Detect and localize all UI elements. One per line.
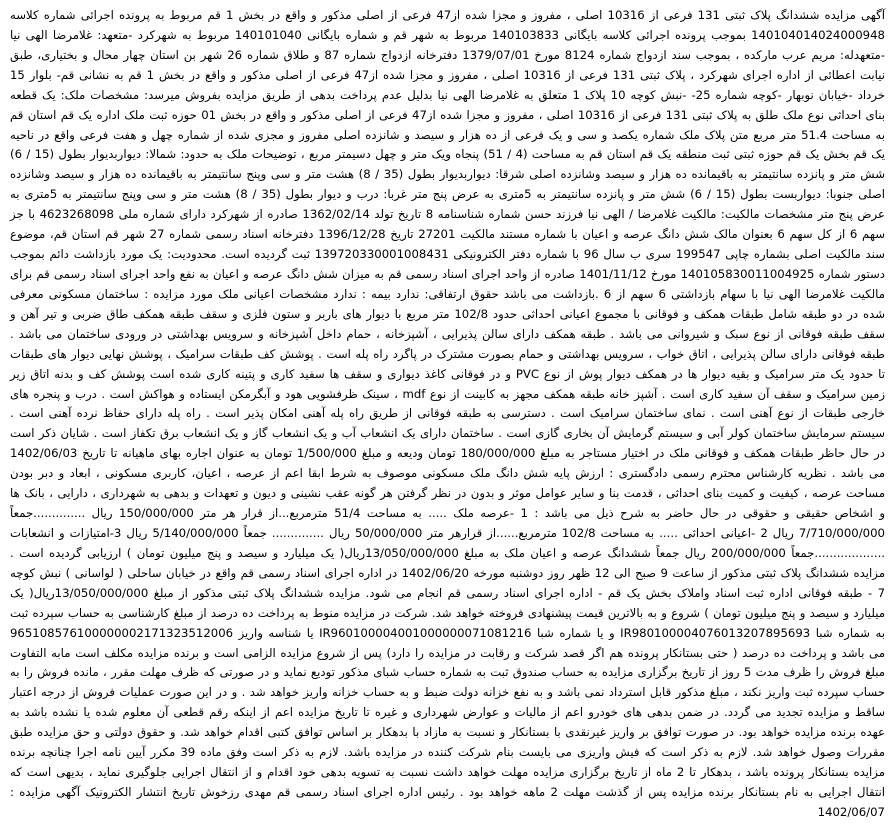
auction-notice-text: آگهی مزایده ششدانگ پلاک ثبتی 131 فرعی از 10316 اصلی ، مفروز و مجزا شده از47 فرعی از اصلی مذکور و واقع در بخش 1 قم مربوط به پرونده اجرائی شماره کلاسه 140104014024000948 بموجب پرونده اجرائی کلاسه بایگانی 140103833 مربوط به شهر قم و شماره بایگانی 140101040 مربوط به شهرکرد -متعهد: غلامرضا الهی نیا -متعهدله: مریم عرب مارکده ، بموجب سند ازدواج شماره 8124 مورخ 1379/07/01 دفترخانه ازدواج شماره 87 و طلاق شماره 26 شهر بن استان چهار محال و بختیاری، طبق نیابت اعطائی از اداره اجرای شهرکرد ، پلاک ثبتی 131 فرعی از 10316 اصلی ، مفروز و مجزا شده از47 فرعی از اصلی مذکور و واقع در بخش 1 قم به نشانی قم- بلوار 15 خرداد -خیابان نوبهار -کوچه شماره 25- -نبش کوچه 10 پلاک 1 متعلق به غلامرضا الهی نیا بدلیل عدم پرداخت بدهی از طریق مزایده بفروش میرسد: مشخصات ملک: یک قطعه بنای احداثی نوع ملک طلق به پلاک ثبتی 131 فرعی از 10316 اصلی ، مفروز و مجزا شده از47 فرعی از اصلی مذکور و واقع در بخش 01 حوزه ثبت ملک اداره یک قم استان قم به مساحت 51.4 متر مربع متن پلاک ملک شماره یکصد و سی و یک فرعی از ده هزار و سیصد و شانزده اصلی مفروز و مجزی شده از شماره چهل و هفت فرعی واقع در ناحیه یک قم بخش یک قم حوزه ثبتی ثبت منطقه یک قم استان قم به مساحت (4 / 51) پنجاه ویک متر و چهل دسیمتر مربع ، توضیحات ملک به حدود: شمالا: دیواربدیوار بطول (15 / 6) شش متر و پانزده سانتیمتر به باقیمانده ده هزار و سیصد وشانزده اصلی شرقا: دیواربدیوار بطول (35 / 8) هشت متر و سی وپنج سانتیمتر به باقیمانده ده هزار و سیصد وشانزده اصلی جنوبا: دیواربست بطول (15 / 6) شش متر و پانزده سانتیمتر به 5متری به عرض پنج متر غربا: درب و دیوار بطول (35 / 8) هشت متر و سی وپنج سانتیمتر به 5متری به عرض پنج متر مشخصات مالکیت: مالکیت غلامرضا / الهی نیا فرزند حسن شماره شناسنامه 8 تاریخ تولد 1362/02/14 صادره از شهرکرد دارای شماره ملی 4623268098 با جز سهم 6 از کل سهم 6 بعنوان مالک شش دانگ عرصه و اعیان با شماره مستند مالکیت 27201 تاریخ 1396/12/28 دفترخانه اسناد رسمی شماره 27 شهر قم استان قم، موضوع سند مالکیت اصلی بشماره چاپی 199547 سری ب سال 96 با شماره دفتر الکترونیکی 139720330001008431 ثبت گردیده است. محدودیت: یک مورد بازداشت دائم بموجب دستور شماره 140105830011004925 مورخ 1401/11/12 صادره از واحد اجرای اسناد رسمی قم به میزان شش دانگ عرصه و اعیان به نفع واحد اجرای اسناد رسمی قم برای مالکیت غلامرضا الهی نیا با سهام بازداشتی 6 سهم از 6 .بازداشت می باشد حقوق ارتفاقی: ندارد بیمه : ندارد مشخصات اعیانی ملک مورد مزایده : ساختمان مسکونی معرفی شده در دو طبقه شامل طبقات همکف و فوقانی با مجموع اعیانی احداثی حدود 102/8 متر مربع با دیوار های باربر و ستون فلزی و سقف طبقه همکف طاق ضربی و تیر آهن و سقف طبقه فوقانی از نوع سبک و شیروانی می باشد . طبقه همکف دارای سالن پذیرایی ، آشپزخانه ، حمام داخل آشپزخانه و سرویس بهداشتی در ورودی ساختمان می باشد . طبقه فوقانی دارای سالن پذیرایی ، اتاق خواب ، سرویس بهداشتی و حمام بصورت مشترک در پاگرد راه پله است . پوشش کف طبقات سرامیک ، پوشش نهایی دیوار های طبقات تا حدود یک متر سرامیک و بقیه دیوار ها در همکف دیوار پوش از نوع PVC و در فوقانی کاغذ دیواری و سقف ها سفید کاری و پتینه کاری شده است پوشش کف و بدنه اتاق زیر زمین سرامیک و سقف آن سفید کاری است . آشپز خانه طبقه همکف مجهز به کابینت از نوع mdf ، سینک ظرفشویی هود و آبگرمکن ایستاده و هواکش است . درب و پنجره های خارجی طبقات از نوع آهنی است . نمای ساختمان سرامیک است . دسترسی به طبقه فوقانی از طریق راه پله آهنی امکان پذیر است . راه پله دارای حفاظ نرده آهنی است . سیستم سرمایش ساختمان کولر آبی و سیستم گرمایش آن بخاری گازی است . ساختمان دارای یک انشعاب آب و یک انشعاب گاز و یک انشعاب برق تکفاز است . شایان ذکر است در حال حاظر طبقات همکف و فوقانی ملک در اختیار مستاجر به مبلغ 180/000/000 تومان ودیعه و مبلغ 1/500/000 تومان به عنوان اجاره بهای ماهیانه تا تاریخ 1402/06/03 می باشد . نظریه کارشناس محترم رسمی دادگستری : ارزش پایه شش دانگ ملک مسکونی موصوف به شرط ابقا اعم از عرصه ، اعیان، کاربری مسکونی ، ابعاد و دبر بودن مساحت عرصه ، کیفیت و کمیت بنای احداثی ، قدمت بنا و سایر عوامل موثر و بدون در نظر گرفتن هر گونه عقب نشینی و دیون و تعهدات و بدهی به شهرداری ، دارایی ، بانک ها و اشخاص حقیقی و حقوقی در حال حاضر به شرح ذیل می باشد : 1 -عرصه ملک ..... به مساحت 51/4 مترمربع...از قرار هر متر 150/000/000 ریال ..............جمعاً 7/710/000/000 ریال 2 -اعیانی احداثی ..... به مساحت 102/8 مترمربع......از قرارهر متر 50/000/000 ریال .............. جمعاً 5/140/000/000 ریال 3-امتیازات و انشعابات ...................جمعاً 200/000/000 ریال جمعاً ششدانگ عرصه و اعیان ملک به مبلغ 13/050/000/000ریال( یک میلیارد و سیصد و پنج میلیون تومان ) ارزیابی گردیده است . مزایده ششدانگ پلاک ثبتی مذکور از ساعت 9 صبح الی 12 ظهر روز دوشنبه مورخه 1402/06/20 در اداره اجرای اسناد رسمی قم واقع در خیابان ساحلی ( لواسانی ) نبش کوچه 7 - طبقه فوقانی اداره ثبت اسناد واملاک بخش یک قم - اداره اجرای اسناد رسمی قم انجام می شود. مزایده ششدانگ پلاک ثبتی مذکور از مبلغ 13/050/000/000ریال( یک میلیارد و سیصد و پنج میلیون تومان ) شروع و به بالاترین قیمت پیشنهادی فروخته خواهد شد. شرکت در مزایده منوط به پرداخت ده درصد از مبلغ کارشناسی به حساب سپرده ثبت به شماره شبا IR980100004076013207895693 و یا شماره شبا IR960100004001000000071081216 یا شناسه واریز 965108576100000002171323512006 می باشد و پرداخت ده درصد ( حتی بستانکار پرونده هم اگر قصد شرکت و رقابت در مزایده را دارد) پس از شروع مزایده الزامی است و برنده مزایده مکلف است مابه التفاوت مبلغ فروش را ظرف مدت 5 روز از تاریخ برگزاری مزایده به حساب صندوق ثبت به شماره حساب شبای مذکور تودیع نماید و در صورتی که ظرف مهلت مقرر ، مانده فروش را به حساب سپرده ثبت واریز نکند ، مبلغ مذکور قابل استرداد نمی باشد و به نفع خزانه دولت ضبط و به حساب خزانه واریز خواهد شد . و در این صورت عملیات فروش از درجه اعتبار ساقط و مزایده تجدید می گردد. در ضمن بدهی های خودرو اعم از مالیات و عوارض شهرداری و غیره تا تاریخ مزایده اعم از اینکه رقم قطعی آن معلوم شده یا نشده باشد به عهده برنده مزایده خواهد بود. در صورت توافق بر واریز غیرنقدی با بستانکار و نسبت به مازاد با بدهکار بر اساس توافق کتبی اقدام خواهد شد. و حقوق دولتی و حق مزایده طبق مقررات وصول خواهد شد. لازم به ذکر است که فیش واریزی می بایست بنام شرکت کننده در مزایده باشد. لازم به ذکر است وفق ماده 39 مکرر آیین نامه اجرا چنانچه برنده مزایده بستانکار پرونده باشد ، بدهکار تا 2 ماه از تاریخ برگزاری مزایده مهلت خواهد داشت نسبت به تسویه بدهی خود اقدام و از انتقال اجرایی جلوگیری نماید ، بدیهی است که انتقال اجرایی به نام بستانکار برنده مزایده پس از گذشت مهلت 2 ماهه خواهد بود . رئیس اداره اجرای اسناد رسمی قم مهدی رزخوش تاریخ انتشار الکترونیک آگهی مزایده : 1402/06/07 <box>10 8 886 819</box>
